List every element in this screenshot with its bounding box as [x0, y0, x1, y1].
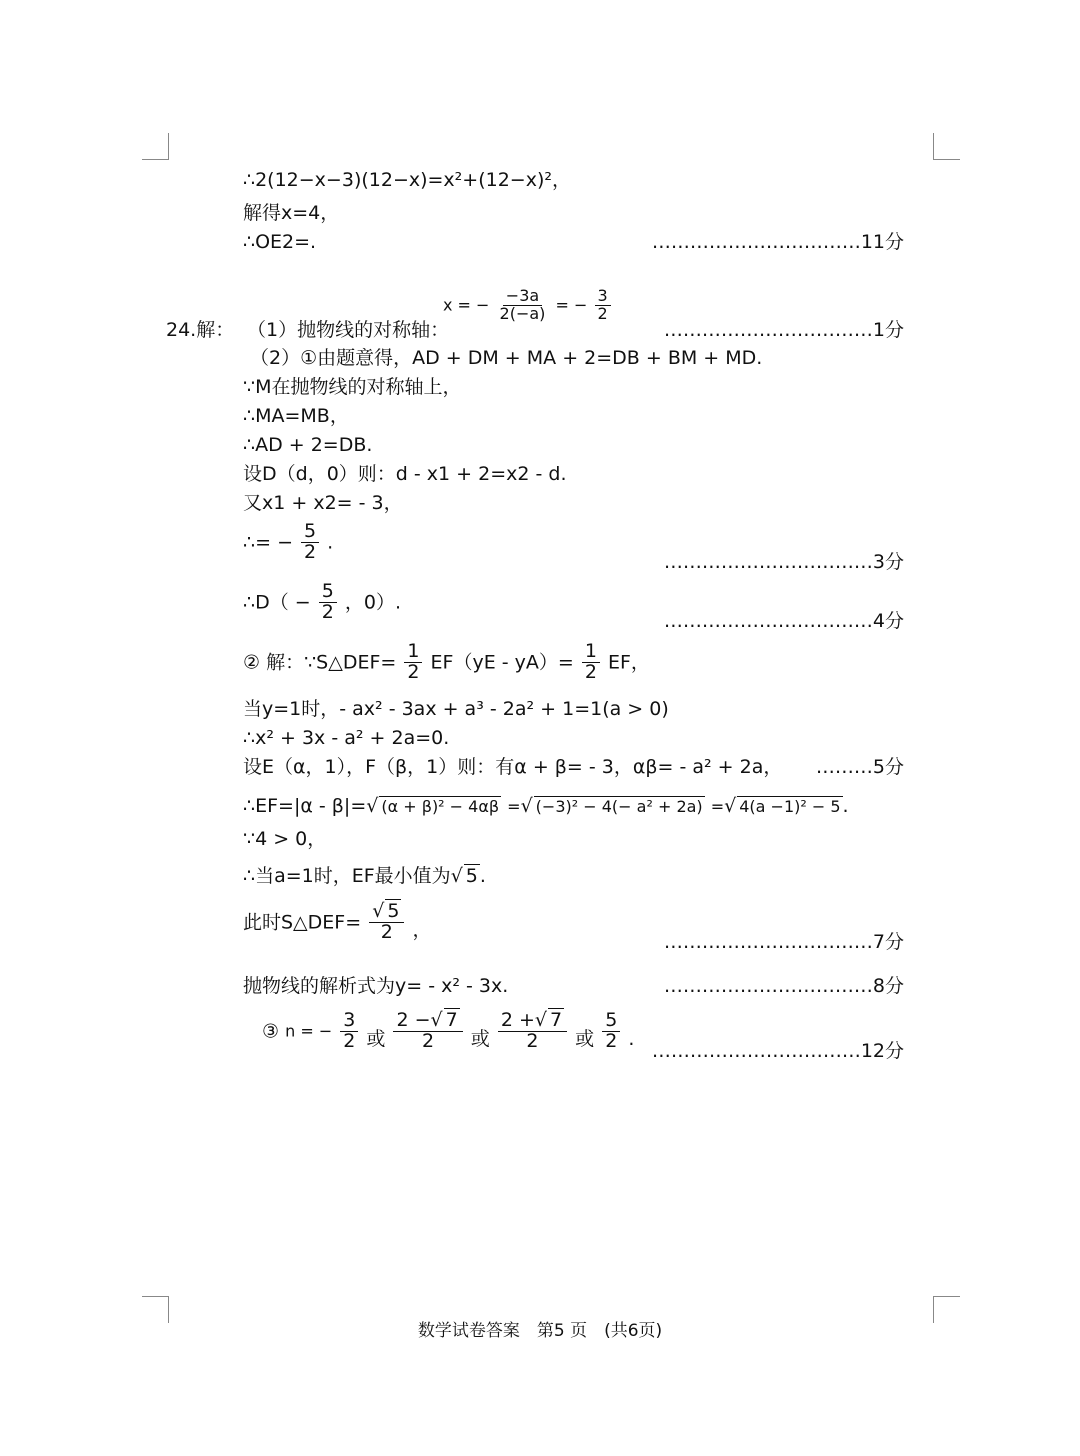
formula-text: 2 +	[500, 1009, 535, 1031]
radicand: 5	[465, 865, 478, 887]
solution-line	[243, 522, 333, 563]
sqrt-icon: √	[366, 795, 379, 817]
formula-text: n = −	[285, 1021, 333, 1041]
solution-line: 设E（α，1），F（β，1）则：有α + β= - 3，αβ= - a² + 2a，	[243, 756, 783, 778]
formula-text: ∴EF=|α - β|=	[243, 795, 367, 817]
solution-line	[243, 864, 486, 888]
fraction	[301, 522, 319, 563]
solution-line	[262, 1011, 634, 1052]
fraction-denominator: 2	[526, 1029, 539, 1052]
sqrt-icon: √	[534, 1009, 548, 1031]
radicand: (α + β)² − 4αβ	[381, 797, 500, 816]
radicand: 4(a −1)² − 5	[739, 797, 841, 816]
formula-text: 或	[470, 1027, 490, 1050]
solution-line	[243, 582, 401, 623]
formula-text: =	[710, 797, 725, 816]
radicand: (−3)² − 4(− a² + 2a)	[535, 797, 703, 816]
fraction-denominator: 2(−a)	[499, 303, 546, 323]
sqrt-icon: √	[430, 1009, 443, 1031]
solution-line: ∴MA=MB，	[243, 405, 349, 427]
fraction	[602, 1011, 620, 1052]
solution-line: 抛物线的解析式为y= - x² - 3x.	[243, 975, 509, 997]
fraction-numerator: 5	[301, 522, 319, 543]
fraction	[319, 582, 337, 623]
minus-sign: −	[294, 591, 311, 614]
page-footer: 数学试卷答案 第5 页 (共6页)	[417, 1321, 663, 1341]
solution-line: 又x1 + x2= - 3，	[243, 492, 403, 514]
fraction	[582, 642, 600, 683]
solution-line: 解得x=4，	[243, 202, 340, 224]
fraction-numerator: 3	[595, 288, 611, 306]
problem-label: 24.解：	[166, 319, 235, 341]
axis-formula	[443, 288, 613, 323]
score-marker: ……………………………11分	[651, 231, 904, 253]
formula-text: ∴当a=1时，EF最小值为	[243, 865, 451, 887]
fraction-numerator: 3	[340, 1011, 358, 1032]
formula-text: 或	[366, 1027, 386, 1050]
solution-line: 设D（d，0）则：d - x1 + 2=x2 - d.	[243, 463, 567, 485]
solution-line: ∴OE2=.	[243, 231, 317, 253]
fraction	[340, 1011, 358, 1052]
fraction	[393, 1011, 462, 1052]
fraction-numerator: 1	[404, 642, 422, 663]
solution-line: ∴x² + 3x - a² + 2a=0.	[243, 727, 450, 749]
fraction-numerator	[498, 1011, 567, 1032]
score-marker: ……………………………4分	[663, 610, 904, 632]
crop-mark-top-left	[142, 133, 169, 160]
formula-text: x = −	[443, 295, 490, 315]
score-marker: ……………………………3分	[663, 551, 904, 573]
fraction-denominator: 2	[321, 600, 334, 623]
fraction-numerator: 5	[319, 582, 337, 603]
formula-text: = −	[555, 295, 588, 315]
sqrt-icon: √	[450, 865, 463, 887]
fraction-numerator: −3a	[503, 288, 542, 306]
radicand: 7	[445, 1009, 458, 1031]
formula-text: 此时S△DEF=	[243, 911, 362, 934]
fraction	[497, 288, 549, 323]
solution-line: ∵M在抛物线的对称轴上，	[243, 376, 462, 398]
solution-line: ∴2(12−x−3)(12−x)=x²+(12−x)²，	[243, 169, 572, 191]
fraction-denominator: 2	[597, 303, 608, 323]
sqrt-icon: √	[520, 795, 533, 817]
formula-text: 2 −	[396, 1009, 431, 1031]
fraction	[595, 288, 611, 323]
crop-mark-top-right	[933, 133, 960, 160]
fraction-numerator	[393, 1011, 462, 1032]
formula-text: =	[507, 797, 521, 816]
fraction	[404, 642, 422, 683]
solution-line	[243, 642, 650, 683]
formula-text: .	[327, 531, 334, 554]
formula-text: ，0）.	[344, 591, 402, 614]
formula-text: ∴D（	[243, 591, 289, 614]
fraction-denominator: 2	[422, 1029, 435, 1052]
radicand: 7	[550, 1009, 563, 1031]
solution-line: （2）①由题意得，AD + DM + MA + 2=DB + BM + MD.	[250, 347, 763, 369]
sqrt-icon: √	[724, 795, 737, 817]
fraction-denominator: 2	[407, 660, 420, 683]
fraction	[369, 902, 404, 943]
formula-text: .	[842, 795, 849, 817]
score-marker: ………5分	[815, 756, 904, 778]
solution-line: ∵4 > 0，	[243, 828, 327, 850]
formula-text: 或	[575, 1027, 595, 1050]
solution-line: （1）抛物线的对称轴：	[247, 319, 450, 341]
score-marker: ……………………………8分	[663, 975, 904, 997]
score-marker: ……………………………7分	[663, 931, 904, 953]
formula-text: .	[628, 1027, 635, 1050]
minus-sign: −	[277, 531, 293, 554]
solution-line	[243, 794, 849, 819]
formula-text: ∴=	[243, 531, 272, 554]
fraction-denominator: 2	[605, 1029, 618, 1052]
fraction-denominator: 2	[343, 1029, 356, 1052]
fraction-denominator: 2	[584, 660, 597, 683]
formula-text: EF（yE - yA）=	[430, 651, 574, 674]
formula-text: ② 解：∵S△DEF=	[243, 651, 397, 674]
formula-text: EF，	[607, 651, 650, 674]
sqrt-icon: √	[372, 900, 385, 922]
formula-text: .	[479, 865, 486, 887]
solution-line: 当y=1时，- ax² - 3ax + a³ - 2a² + 1=1(a > 0)	[243, 698, 669, 720]
score-marker: ……………………………1分	[663, 319, 904, 341]
solution-line: ∴AD + 2=DB.	[243, 434, 373, 456]
radicand: 5	[387, 900, 400, 922]
fraction-denominator: 2	[380, 920, 393, 943]
score-marker: ……………………………12分	[651, 1040, 904, 1062]
fraction-numerator: 1	[582, 642, 600, 663]
fraction-numerator	[369, 902, 404, 923]
fraction-numerator: 5	[602, 1011, 620, 1032]
formula-text: ，	[412, 918, 432, 941]
fraction	[498, 1011, 567, 1052]
solution-line	[243, 902, 431, 943]
circled-number: ③	[262, 1020, 280, 1043]
fraction-denominator: 2	[304, 540, 317, 563]
